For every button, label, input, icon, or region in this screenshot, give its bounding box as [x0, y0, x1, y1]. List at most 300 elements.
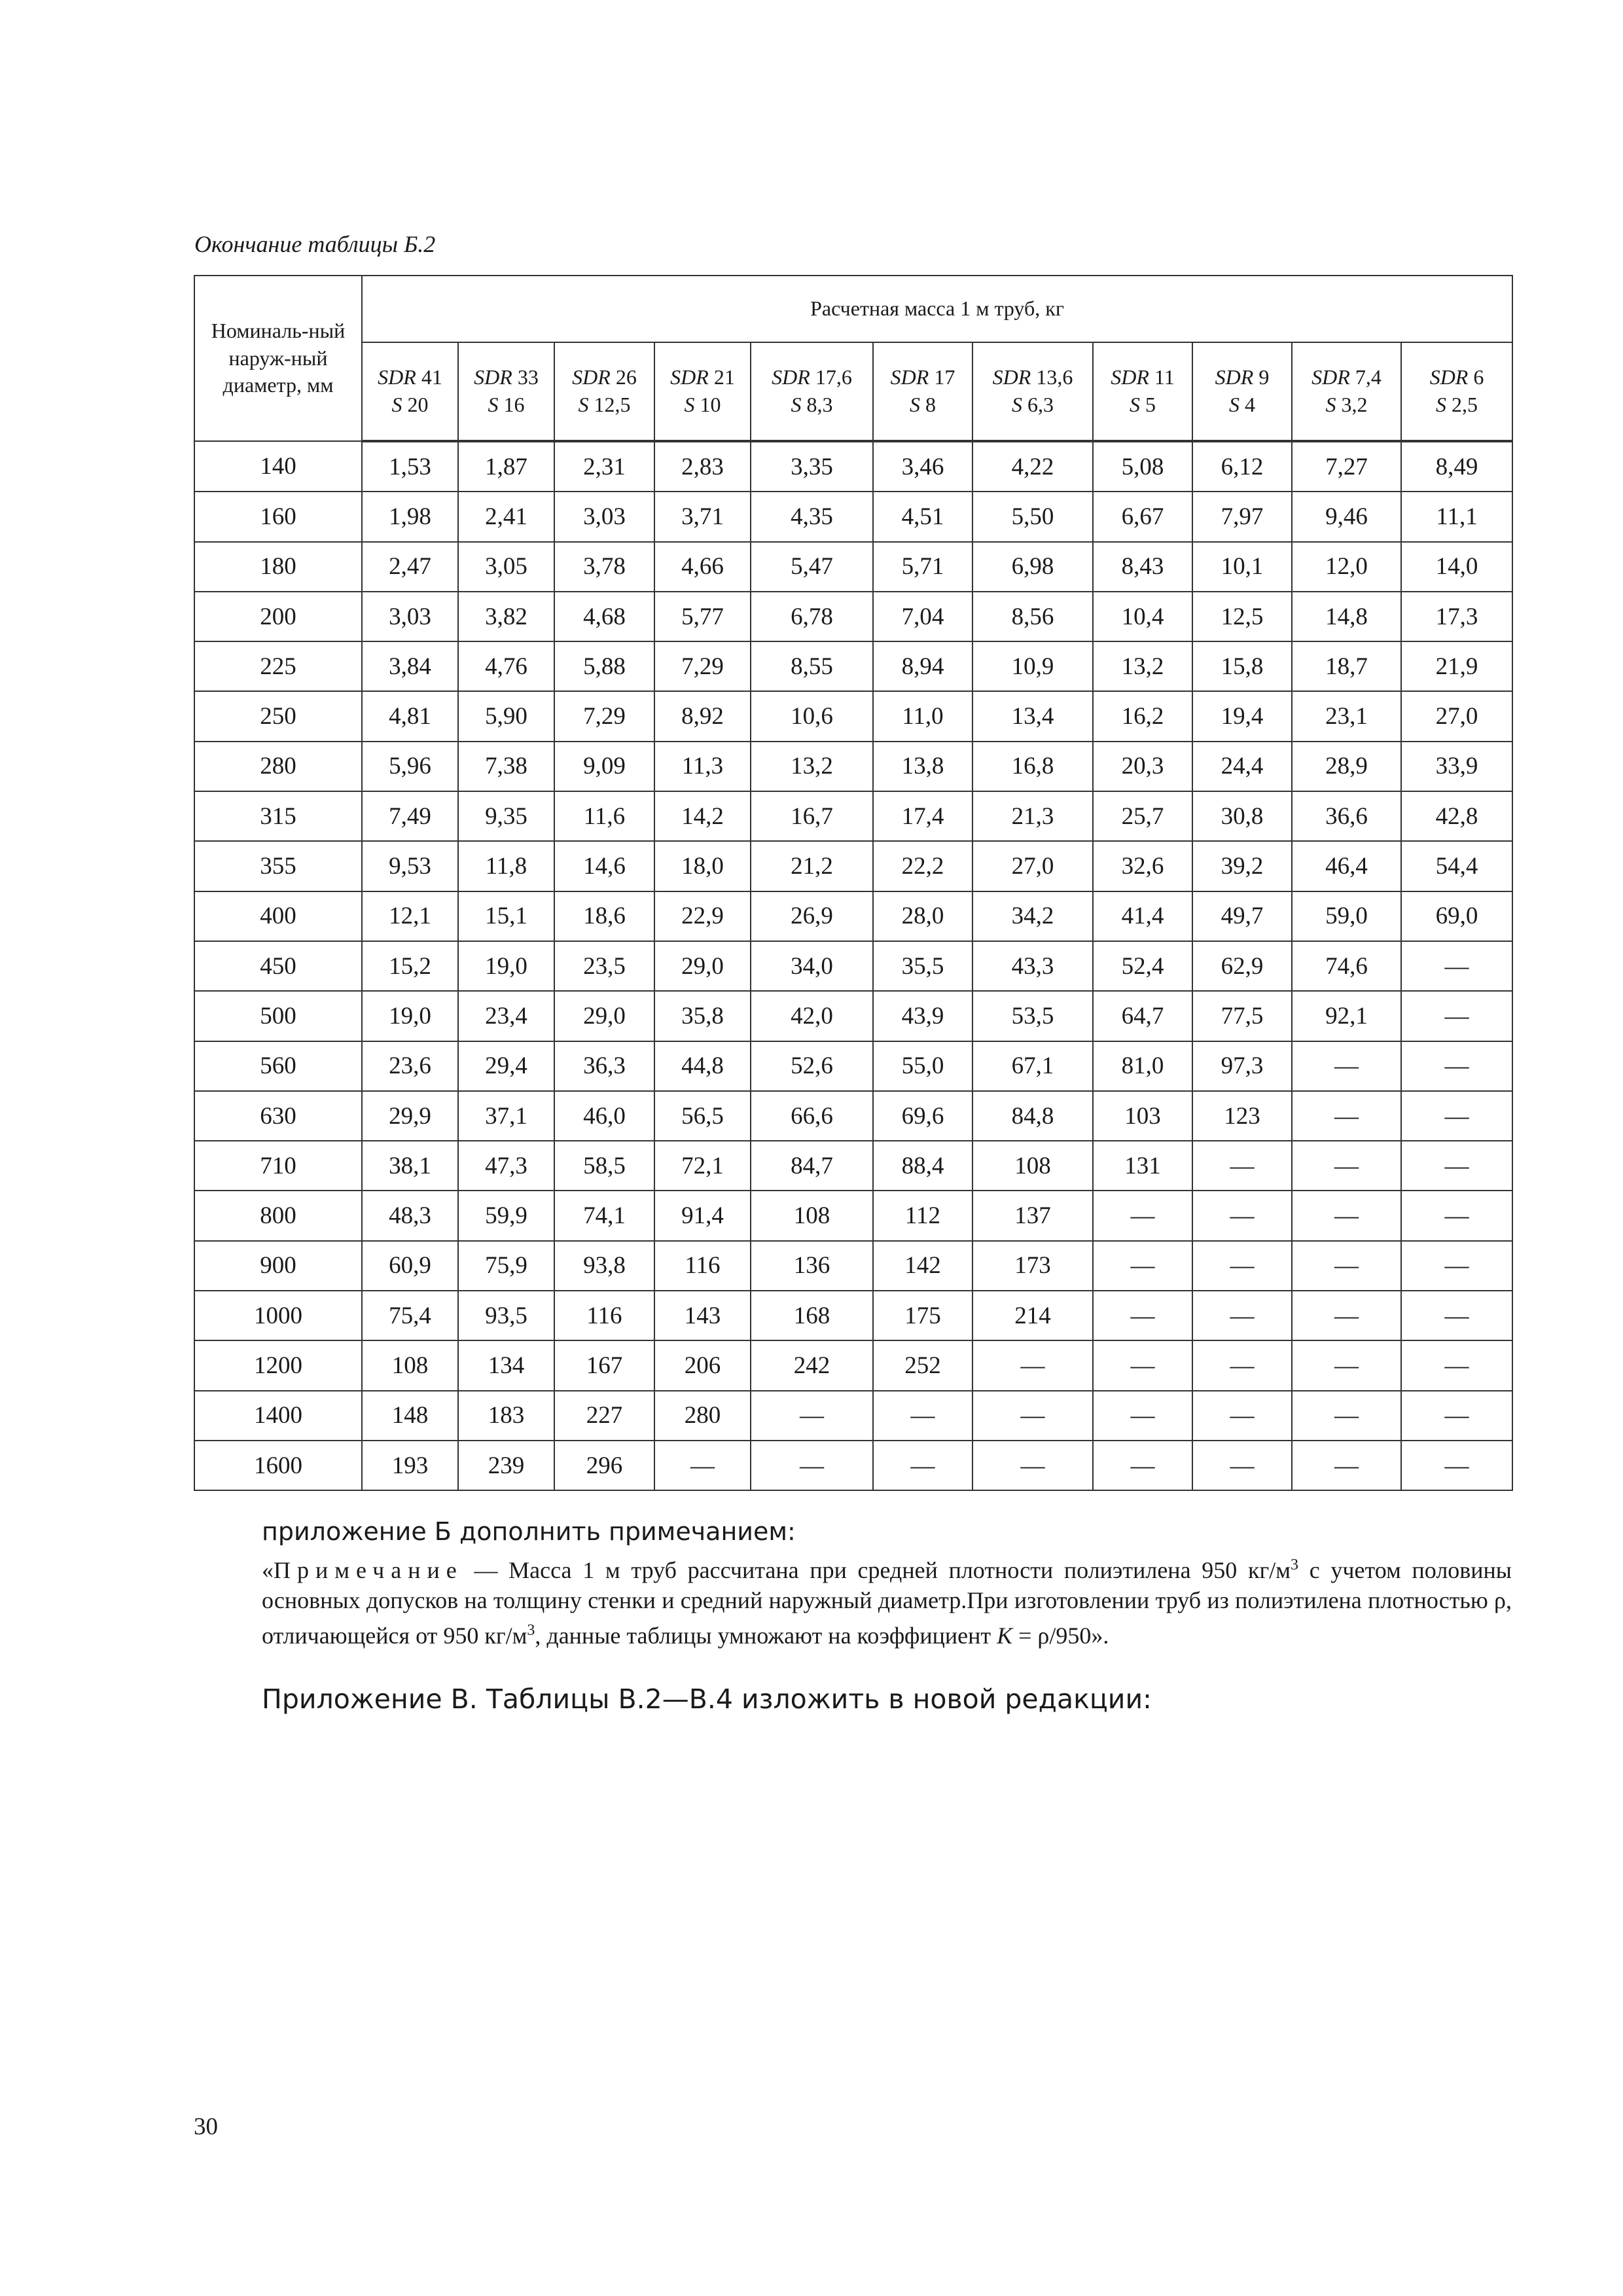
note-text-4: = ρ/950».	[1012, 1623, 1109, 1649]
note-text-3: , данные таблицы умножают на коэффициент	[535, 1623, 997, 1649]
sdr-label: SDR	[1215, 365, 1254, 389]
mass-cell: 4,68	[554, 592, 654, 641]
mass-cell: 19,0	[458, 941, 554, 991]
mass-cell: —	[654, 1441, 751, 1490]
mass-cell: 18,7	[1292, 641, 1401, 691]
mass-cell: 8,56	[972, 592, 1093, 641]
mass-cell: 19,0	[362, 991, 458, 1041]
mass-cell: 131	[1093, 1141, 1192, 1191]
diameter-cell: 180	[194, 542, 362, 592]
table-row	[194, 742, 1512, 791]
mass-cell: 22,9	[654, 891, 751, 941]
diameter-cell: 1600	[194, 1441, 362, 1490]
mass-cell: 29,9	[362, 1091, 458, 1141]
s-value: 8,3	[806, 393, 833, 416]
table-body	[194, 441, 1512, 1490]
mass-cell: 23,1	[1292, 691, 1401, 741]
mass-cell: 9,09	[554, 742, 654, 791]
mass-cell: 7,29	[654, 641, 751, 691]
mass-cell: 2,31	[554, 441, 654, 492]
mass-cell: —	[1401, 1241, 1512, 1291]
diameter-cell: 630	[194, 1091, 362, 1141]
diameter-cell: 315	[194, 791, 362, 841]
table-row	[194, 1441, 1512, 1490]
mass-cell: 23,5	[554, 941, 654, 991]
mass-cell: 1,53	[362, 441, 458, 492]
mass-cell: 116	[654, 1241, 751, 1291]
mass-cell: 23,4	[458, 991, 554, 1041]
sdr-label: SDR	[670, 365, 709, 389]
diameter-cell: 225	[194, 641, 362, 691]
diameter-cell: 400	[194, 891, 362, 941]
mass-cell: 14,0	[1401, 542, 1512, 592]
mass-cell: 5,08	[1093, 441, 1192, 492]
sdr-column-header	[654, 342, 751, 441]
note-label: Примечание	[274, 1557, 463, 1583]
diameter-cell: 250	[194, 691, 362, 741]
s-label: S	[488, 393, 499, 416]
mass-cell: —	[873, 1391, 972, 1441]
s-value: 3,2	[1341, 393, 1368, 416]
paragraph-appendix-v: Приложение В. Таблицы В.2—В.4 изложить в новой редакции:	[262, 1683, 1152, 1715]
mass-cell: 42,0	[751, 991, 873, 1041]
mass-cell: —	[1292, 1441, 1401, 1490]
mass-cell: 206	[654, 1340, 751, 1390]
mass-cell: 46,0	[554, 1091, 654, 1141]
mass-cell: 17,3	[1401, 592, 1512, 641]
table-row	[194, 1340, 1512, 1390]
table-row	[194, 441, 1512, 492]
s-value: 8	[925, 393, 936, 416]
note-sup-2: 3	[527, 1622, 535, 1639]
s-label: S	[791, 393, 802, 416]
mass-cell: 93,8	[554, 1241, 654, 1291]
mass-cell: —	[1401, 1041, 1512, 1091]
mass-cell: —	[1192, 1291, 1292, 1340]
table-row	[194, 641, 1512, 691]
mass-cell: —	[1292, 1241, 1401, 1291]
mass-cell: 296	[554, 1441, 654, 1490]
note-paragraph	[194, 1550, 1512, 1651]
sdr-label: SDR	[772, 365, 810, 389]
mass-cell: 5,71	[873, 542, 972, 592]
mass-cell: 5,50	[972, 492, 1093, 541]
sdr-column-header	[1401, 342, 1512, 441]
mass-cell: 21,2	[751, 841, 873, 891]
mass-cell: 13,2	[1093, 641, 1192, 691]
mass-cell: —	[972, 1441, 1093, 1490]
mass-cell: 3,35	[751, 441, 873, 492]
mass-cell: 67,1	[972, 1041, 1093, 1091]
s-label: S	[910, 393, 920, 416]
sdr-label: SDR	[474, 365, 512, 389]
mass-cell: 103	[1093, 1091, 1192, 1141]
mass-cell: —	[1401, 941, 1512, 991]
mass-cell: 49,7	[1192, 891, 1292, 941]
diameter-cell: 355	[194, 841, 362, 891]
sdr-column-header	[972, 342, 1093, 441]
mass-cell: 41,4	[1093, 891, 1192, 941]
diameter-cell: 1400	[194, 1391, 362, 1441]
note-sup-1: 3	[1291, 1556, 1298, 1573]
mass-cell: —	[1192, 1340, 1292, 1390]
sdr-header-row	[194, 342, 1512, 441]
mass-cell: 148	[362, 1391, 458, 1441]
mass-cell: 8,43	[1093, 542, 1192, 592]
diameter-cell: 450	[194, 941, 362, 991]
table-row	[194, 1191, 1512, 1240]
mass-cell: 4,22	[972, 441, 1093, 492]
mass-cell: 16,8	[972, 742, 1093, 791]
sdr-value: 6	[1473, 365, 1484, 389]
mass-cell: 11,0	[873, 691, 972, 741]
mass-cell: 62,9	[1192, 941, 1292, 991]
mass-cell: 84,8	[972, 1091, 1093, 1141]
sdr-label: SDR	[890, 365, 929, 389]
mass-cell: 22,2	[873, 841, 972, 891]
mass-cell: 108	[362, 1340, 458, 1390]
mass-cell: 143	[654, 1291, 751, 1340]
note-k-symbol: K	[997, 1623, 1013, 1649]
mass-cell: 15,8	[1192, 641, 1292, 691]
mass-cell: —	[1192, 1191, 1292, 1240]
diameter-cell: 800	[194, 1191, 362, 1240]
mass-cell: 6,67	[1093, 492, 1192, 541]
mass-cell: 72,1	[654, 1141, 751, 1191]
mass-cell: 29,0	[654, 941, 751, 991]
sdr-value: 41	[421, 365, 442, 389]
diameter-cell: 1000	[194, 1291, 362, 1340]
mass-cell: 44,8	[654, 1041, 751, 1091]
diameter-cell: 200	[194, 592, 362, 641]
mass-cell: 3,03	[554, 492, 654, 541]
mass-cell: 9,35	[458, 791, 554, 841]
mass-cell: 2,41	[458, 492, 554, 541]
mass-cell: 3,71	[654, 492, 751, 541]
mass-cell: —	[1192, 1391, 1292, 1441]
mass-cell: 54,4	[1401, 841, 1512, 891]
s-value: 20	[407, 393, 429, 416]
mass-cell: —	[972, 1391, 1093, 1441]
mass-cell: —	[1292, 1391, 1401, 1441]
mass-cell: 242	[751, 1340, 873, 1390]
mass-cell: 7,04	[873, 592, 972, 641]
mass-cell: 11,3	[654, 742, 751, 791]
s-value: 12,5	[594, 393, 631, 416]
mass-cell: 59,0	[1292, 891, 1401, 941]
table-caption: Окончание таблицы Б.2	[194, 231, 436, 257]
mass-cell: 7,29	[554, 691, 654, 741]
mass-cell: 43,3	[972, 941, 1093, 991]
diameter-cell: 710	[194, 1141, 362, 1191]
table-row	[194, 1141, 1512, 1191]
s-label: S	[578, 393, 589, 416]
mass-cell: 74,1	[554, 1191, 654, 1240]
mass-cell: 27,0	[972, 841, 1093, 891]
mass-cell: 7,38	[458, 742, 554, 791]
mass-cell: 23,6	[362, 1041, 458, 1091]
mass-cell: —	[1401, 1291, 1512, 1340]
table-row	[194, 542, 1512, 592]
mass-cell: 10,1	[1192, 542, 1292, 592]
mass-cell: 3,78	[554, 542, 654, 592]
mass-cell: —	[1401, 1141, 1512, 1191]
mass-cell: —	[1292, 1091, 1401, 1141]
s-label: S	[684, 393, 695, 416]
mass-cell: 12,1	[362, 891, 458, 941]
mass-cell: 34,0	[751, 941, 873, 991]
mass-cell: 15,1	[458, 891, 554, 941]
mass-cell: 77,5	[1192, 991, 1292, 1041]
mass-cell: —	[1292, 1141, 1401, 1191]
mass-cell: 3,46	[873, 441, 972, 492]
mass-cell: 13,4	[972, 691, 1093, 741]
mass-cell: —	[1401, 1340, 1512, 1390]
mass-cell: 81,0	[1093, 1041, 1192, 1091]
mass-cell: 35,5	[873, 941, 972, 991]
mass-cell: —	[1292, 1291, 1401, 1340]
mass-cell: —	[1192, 1141, 1292, 1191]
s-value: 4	[1245, 393, 1255, 416]
mass-cell: 74,6	[1292, 941, 1401, 991]
s-label: S	[1229, 393, 1240, 416]
mass-cell: 4,51	[873, 492, 972, 541]
mass-cell: 16,2	[1093, 691, 1192, 741]
mass-cell: 17,4	[873, 791, 972, 841]
mass-cell: 12,5	[1192, 592, 1292, 641]
sdr-column-header	[751, 342, 873, 441]
s-label: S	[1012, 393, 1022, 416]
mass-cell: 36,3	[554, 1041, 654, 1091]
mass-cell: 75,9	[458, 1241, 554, 1291]
s-value: 10	[700, 393, 721, 416]
table-row	[194, 1291, 1512, 1340]
mass-cell: 280	[654, 1391, 751, 1441]
mass-cell: 56,5	[654, 1091, 751, 1141]
note-text-2: с учетом половины основных допусков на толщину стенки и средний наружный диаметр.При изготовлении труб из полиэтилена плотностью ρ, отличающейся от 950 кг/м	[262, 1557, 1512, 1649]
mass-cell: 19,4	[1192, 691, 1292, 741]
mass-cell: 3,05	[458, 542, 554, 592]
mass-cell: 48,3	[362, 1191, 458, 1240]
mass-cell: —	[1401, 1391, 1512, 1441]
mass-cell: —	[1093, 1191, 1192, 1240]
mass-cell: 55,0	[873, 1041, 972, 1091]
mass-cell: —	[1292, 1191, 1401, 1240]
mass-cell: 37,1	[458, 1091, 554, 1141]
mass-cell: —	[751, 1441, 873, 1490]
mass-cell: 60,9	[362, 1241, 458, 1291]
mass-cell: 193	[362, 1441, 458, 1490]
s-value: 6,3	[1027, 393, 1054, 416]
mass-cell: 5,88	[554, 641, 654, 691]
mass-cell: 4,35	[751, 492, 873, 541]
mass-cell: —	[1401, 1091, 1512, 1141]
mass-cell: 1,87	[458, 441, 554, 492]
mass-cell: 52,4	[1093, 941, 1192, 991]
mass-cell: 29,4	[458, 1041, 554, 1091]
mass-cell: 123	[1192, 1091, 1292, 1141]
mass-cell: 3,03	[362, 592, 458, 641]
mass-cell: 2,47	[362, 542, 458, 592]
sdr-value: 33	[517, 365, 539, 389]
mass-cell: 88,4	[873, 1141, 972, 1191]
mass-cell: —	[1192, 1241, 1292, 1291]
mass-cell: 9,53	[362, 841, 458, 891]
mass-cell: 35,8	[654, 991, 751, 1041]
table-row	[194, 891, 1512, 941]
mass-cell: 33,9	[1401, 742, 1512, 791]
note-open-quote: «	[262, 1557, 274, 1583]
mass-cell: 9,46	[1292, 492, 1401, 541]
mass-cell: 59,9	[458, 1191, 554, 1240]
sdr-column-header	[554, 342, 654, 441]
s-label: S	[391, 393, 402, 416]
mass-cell: 36,6	[1292, 791, 1401, 841]
sdr-value: 9	[1258, 365, 1270, 389]
mass-cell: 91,4	[654, 1191, 751, 1240]
diameter-header: Номиналь-ный наруж-ный диаметр, мм	[194, 276, 362, 441]
mass-cell: 10,9	[972, 641, 1093, 691]
mass-cell: 7,97	[1192, 492, 1292, 541]
s-value: 2,5	[1452, 393, 1478, 416]
mass-cell: 5,77	[654, 592, 751, 641]
sdr-label: SDR	[572, 365, 611, 389]
mass-group-header: Расчетная масса 1 м труб, кг	[362, 276, 1512, 342]
mass-cell: —	[1093, 1241, 1192, 1291]
mass-cell: 21,3	[972, 791, 1093, 841]
mass-cell: 227	[554, 1391, 654, 1441]
mass-cell: 8,92	[654, 691, 751, 741]
mass-cell: 46,4	[1292, 841, 1401, 891]
mass-cell: 11,8	[458, 841, 554, 891]
table-row	[194, 492, 1512, 541]
mass-cell: 38,1	[362, 1141, 458, 1191]
mass-cell: 14,8	[1292, 592, 1401, 641]
sdr-label: SDR	[1111, 365, 1149, 389]
diameter-cell: 560	[194, 1041, 362, 1091]
paragraph-appendix-b: приложение Б дополнить примечанием:	[262, 1517, 796, 1546]
mass-cell: —	[1401, 1191, 1512, 1240]
mass-cell: 20,3	[1093, 742, 1192, 791]
table-row	[194, 1241, 1512, 1291]
mass-cell: 11,6	[554, 791, 654, 841]
sdr-value: 21	[713, 365, 735, 389]
table-row	[194, 1091, 1512, 1141]
table-row	[194, 592, 1512, 641]
mass-cell: 25,7	[1093, 791, 1192, 841]
diameter-cell: 280	[194, 742, 362, 791]
mass-cell: —	[1093, 1441, 1192, 1490]
mass-cell: 108	[751, 1191, 873, 1240]
mass-cell: 5,96	[362, 742, 458, 791]
mass-cell: 14,2	[654, 791, 751, 841]
mass-cell: —	[1093, 1340, 1192, 1390]
mass-cell: 6,98	[972, 542, 1093, 592]
mass-cell: 142	[873, 1241, 972, 1291]
page-number: 30	[194, 2113, 218, 2140]
sdr-column-header	[1292, 342, 1401, 441]
mass-cell: —	[1192, 1441, 1292, 1490]
mass-cell: 7,49	[362, 791, 458, 841]
mass-cell: 15,2	[362, 941, 458, 991]
diameter-cell: 160	[194, 492, 362, 541]
mass-cell: 52,6	[751, 1041, 873, 1091]
mass-cell: 134	[458, 1340, 554, 1390]
mass-cell: 116	[554, 1291, 654, 1340]
mass-cell: —	[1401, 1441, 1512, 1490]
mass-cell: 75,4	[362, 1291, 458, 1340]
mass-cell: 214	[972, 1291, 1093, 1340]
mass-cell: 6,78	[751, 592, 873, 641]
mass-cell: —	[1292, 1041, 1401, 1091]
mass-cell: 5,90	[458, 691, 554, 741]
mass-cell: 16,7	[751, 791, 873, 841]
table-row	[194, 841, 1512, 891]
mass-cell: 167	[554, 1340, 654, 1390]
mass-cell: 8,55	[751, 641, 873, 691]
mass-cell: 42,8	[1401, 791, 1512, 841]
mass-cell: —	[1093, 1291, 1192, 1340]
mass-cell: 4,76	[458, 641, 554, 691]
sdr-label: SDR	[1429, 365, 1469, 389]
pipe-mass-table	[194, 275, 1513, 1491]
sdr-value: 17,6	[815, 365, 852, 389]
mass-cell: 69,6	[873, 1091, 972, 1141]
mass-cell: 18,6	[554, 891, 654, 941]
s-value: 5	[1145, 393, 1156, 416]
sdr-column-header	[1192, 342, 1292, 441]
sdr-value: 7,4	[1355, 365, 1382, 389]
mass-cell: —	[751, 1391, 873, 1441]
mass-cell: 2,83	[654, 441, 751, 492]
mass-cell: 183	[458, 1391, 554, 1441]
diameter-cell: 500	[194, 991, 362, 1041]
mass-cell: 239	[458, 1441, 554, 1490]
table-row	[194, 941, 1512, 991]
sdr-label: SDR	[992, 365, 1031, 389]
s-value: 16	[503, 393, 525, 416]
mass-cell: —	[1093, 1391, 1192, 1441]
mass-cell: 3,84	[362, 641, 458, 691]
mass-cell: 137	[972, 1191, 1093, 1240]
table-row	[194, 1391, 1512, 1441]
mass-cell: 136	[751, 1241, 873, 1291]
mass-cell: 27,0	[1401, 691, 1512, 741]
s-label: S	[1436, 393, 1447, 416]
mass-cell: 175	[873, 1291, 972, 1340]
mass-cell: 8,49	[1401, 441, 1512, 492]
sdr-column-header	[1093, 342, 1192, 441]
mass-cell: 29,0	[554, 991, 654, 1041]
mass-cell: —	[1401, 991, 1512, 1041]
sdr-column-header	[362, 342, 458, 441]
mass-cell: 30,8	[1192, 791, 1292, 841]
mass-cell: 47,3	[458, 1141, 554, 1191]
mass-cell: 5,47	[751, 542, 873, 592]
mass-cell: 43,9	[873, 991, 972, 1041]
mass-cell: 10,6	[751, 691, 873, 741]
mass-cell: 6,12	[1192, 441, 1292, 492]
mass-cell: 21,9	[1401, 641, 1512, 691]
mass-cell: 97,3	[1192, 1041, 1292, 1091]
mass-cell: 84,7	[751, 1141, 873, 1191]
mass-cell: 3,82	[458, 592, 554, 641]
mass-cell: 39,2	[1192, 841, 1292, 891]
mass-cell: 93,5	[458, 1291, 554, 1340]
sdr-column-header	[458, 342, 554, 441]
mass-cell: 252	[873, 1340, 972, 1390]
sdr-label: SDR	[378, 365, 416, 389]
